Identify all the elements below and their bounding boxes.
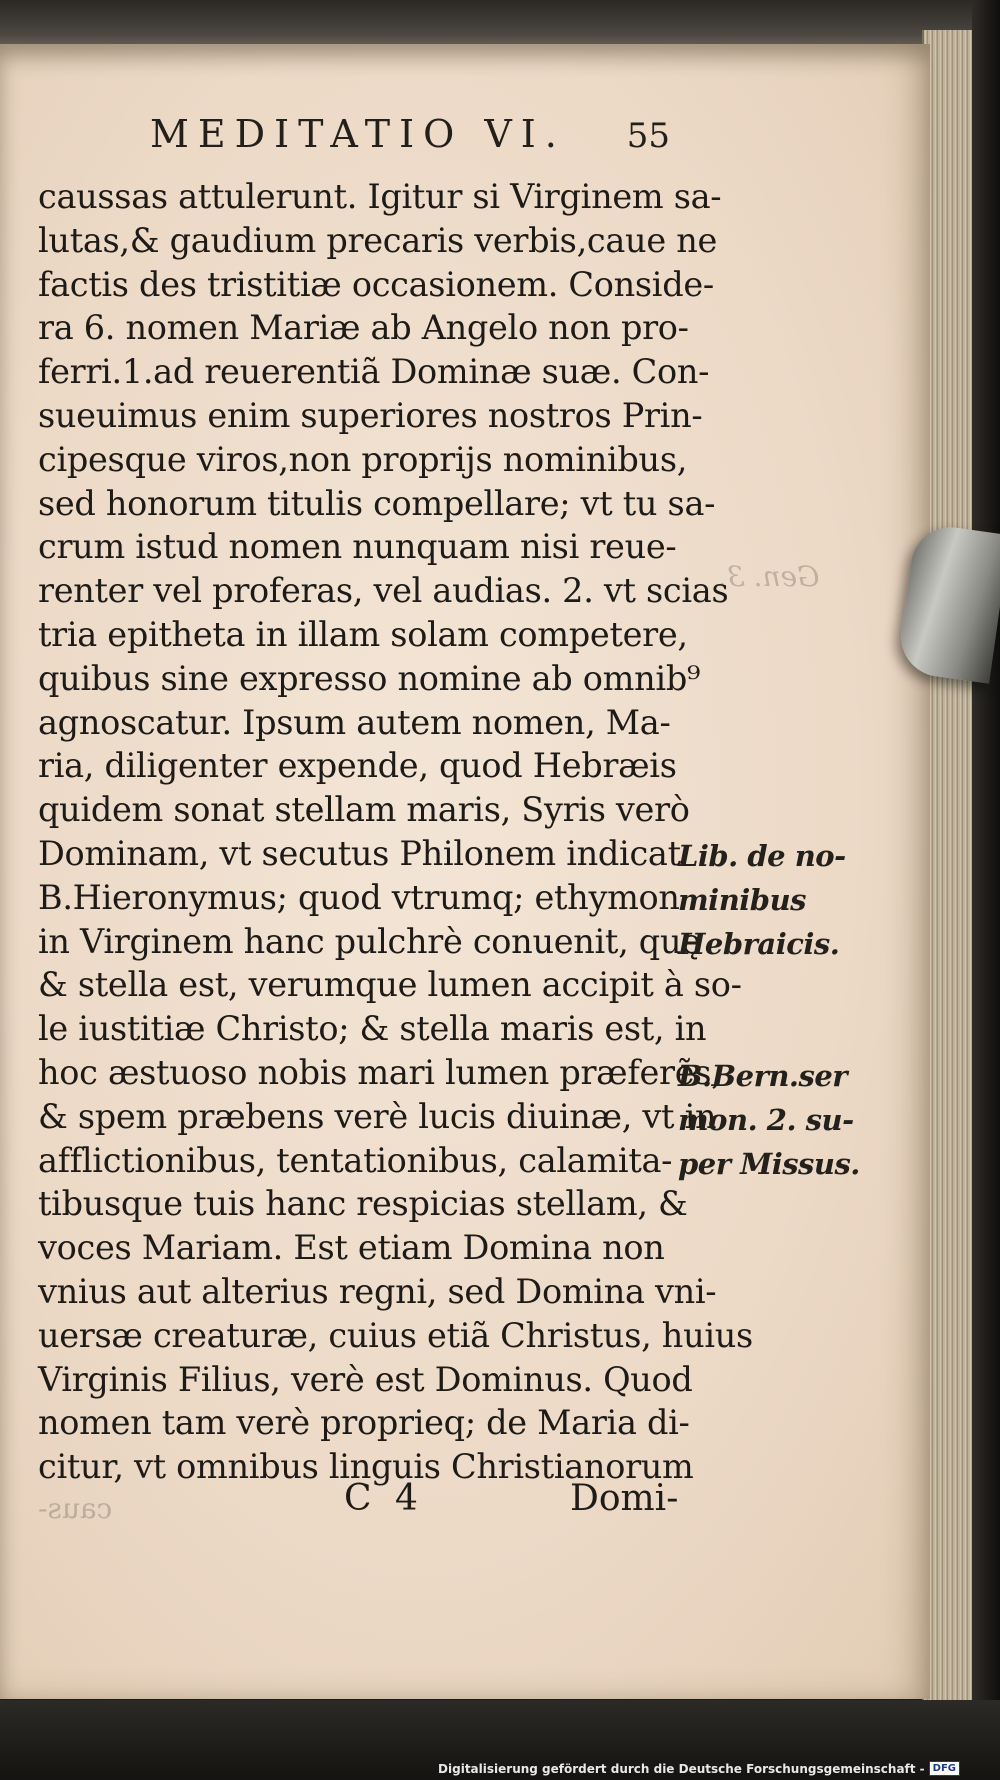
running-title: MEDITATIO VI. — [150, 112, 566, 156]
marginal-line: per Missus. — [678, 1146, 860, 1181]
marginal-line: Lib. de no- — [678, 839, 846, 873]
text-line: cipesque viros,non proprijs nominibus, — [38, 439, 688, 479]
text-line: sueuimus enim superiores nostros Prin- — [38, 395, 703, 435]
body-text — [38, 175, 753, 1489]
text-line: lutas,& gaudium precaris verbis,caue ne — [38, 220, 718, 260]
credit-text: Digitalisierung gefördert durch die Deutsche Forschungsgemeinschaft - — [438, 1761, 925, 1776]
text-line: & stella est, verumque lumen accipit à so- — [38, 965, 742, 1005]
signature-mark: C 4 — [344, 1478, 424, 1519]
text-line: citur, vt omnibus linguis Christianorum — [38, 1447, 694, 1487]
text-line: ria, diligenter expende, quod Hebræis — [38, 746, 677, 786]
text-line: factis des tristitiæ occasionem. Conside- — [38, 264, 714, 304]
marginal-line: B.Bern.ser — [678, 1059, 848, 1093]
text-line: tibusque tuis hanc respicias stellam, & — [38, 1184, 688, 1224]
text-line: & spem præbens verè lucis diuinæ, vt in — [38, 1096, 717, 1136]
catchword: Domi- — [570, 1478, 679, 1519]
marginal-line: Hebraicis. — [678, 926, 840, 961]
text-line: caussas attulerunt. Igitur si Virginem sa- — [38, 177, 722, 216]
book-shadow — [972, 0, 1000, 1780]
digitization-credit — [438, 1761, 960, 1776]
text-line: in Virginem hanc pulchrè conuenit, quę — [38, 921, 701, 961]
marginal-note-hieronymus — [678, 835, 878, 966]
text-line: crum istud nomen nunquam nisi reue- — [38, 527, 677, 567]
text-line: hoc æstuoso nobis mari lumen præferẽs, — [38, 1052, 722, 1092]
text-line: Virginis Filius, verè est Dominus. Quod — [38, 1359, 693, 1399]
text-line: quibus sine expresso nomine ab omnib⁹ — [38, 658, 701, 698]
page-number: 55 — [626, 116, 670, 156]
text-line: B.Hieronymus; quod vtrumq; ethymon — [38, 877, 680, 917]
dfg-logo: DFG — [929, 1761, 960, 1776]
text-line: tria epitheta in illam solam competere, — [38, 614, 688, 654]
text-line: quidem sonat stellam maris, Syris verò — [38, 790, 690, 830]
text-line: nomen tam verè proprieq; de Maria di- — [38, 1403, 690, 1443]
text-line: agnoscatur. Ipsum autem nomen, Ma- — [38, 702, 671, 742]
scan-top-edge — [0, 0, 1000, 48]
marginal-line: minibus — [678, 882, 806, 917]
text-line: ra 6. nomen Mariæ ab Angelo non pro- — [38, 308, 689, 348]
show-through-mark: Gen. 3. — [718, 560, 820, 593]
marginal-note-bernard — [678, 1055, 878, 1186]
text-line: Dominam, vt secutus Philonem indicat — [38, 833, 681, 873]
text-line: uersæ creaturæ, cuius etiã Christus, huius — [38, 1315, 753, 1355]
text-line: voces Mariam. Est etiam Domina non — [38, 1228, 665, 1268]
text-line: renter vel proferas, vel audias. 2. vt scias — [38, 571, 729, 611]
running-head — [150, 112, 670, 156]
text-line: ferri.1.ad reuerentiã Dominæ suæ. Con- — [38, 352, 710, 392]
text-line: afflictionibus, tentationibus, calamita- — [38, 1140, 673, 1180]
text-line: vnius aut alterius regni, sed Domina vni- — [38, 1271, 717, 1311]
show-through-mark: caus- — [38, 1492, 113, 1525]
text-line: sed honorum titulis compellare; vt tu sa- — [38, 483, 716, 523]
marginal-line: mon. 2. su- — [678, 1102, 854, 1137]
text-line: le iustitiæ Christo; & stella maris est, in — [38, 1009, 707, 1049]
